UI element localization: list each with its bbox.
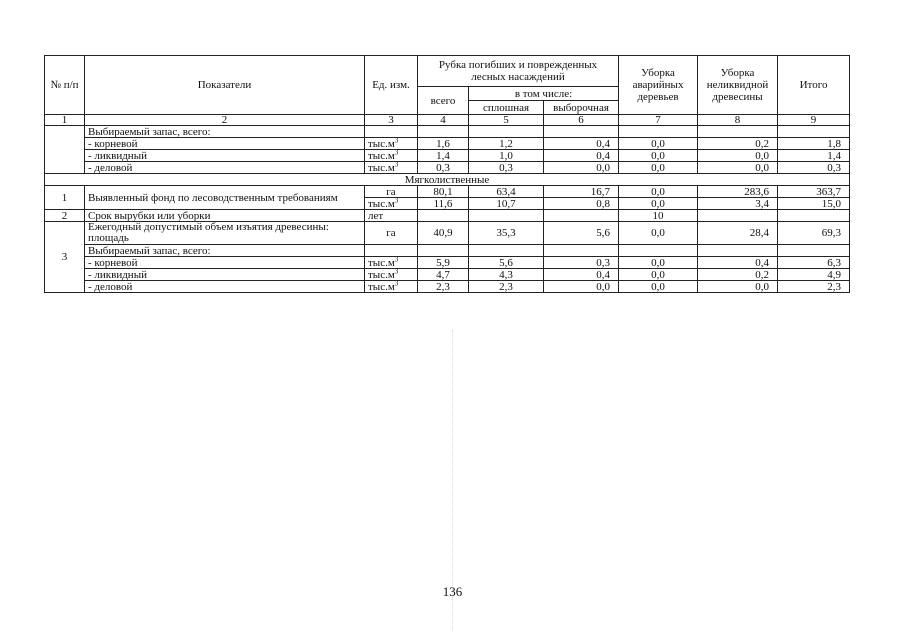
unit-cell: $тыс.м^3$ [365,198,418,210]
value-cell: 3,4 [698,198,778,210]
value-cell: 0,0 [619,198,698,210]
forest-indicators-table [44,55,850,293]
value-cell: 0,4 [544,138,619,150]
row-number: 3 [45,222,85,293]
value-cell: 0,0 [698,162,778,174]
value-cell: 69,3 [778,222,850,245]
row-label [85,222,365,245]
row-label: - деловой [85,281,365,293]
empty-cell [469,126,544,138]
col-number: 9 [778,115,850,126]
empty-cell [365,126,418,138]
value-cell: 0,4 [544,150,619,162]
empty-cell [619,126,698,138]
value-cell: 63,4 [469,186,544,198]
row-label: - ликвидный [85,269,365,281]
value-cell: 0,4 [544,269,619,281]
value-cell: 1,0 [469,150,544,162]
value-cell: 1,6 [418,138,469,150]
header-selective: выборочная [544,101,619,115]
empty-cell [365,245,418,257]
value-cell: 10,7 [469,198,544,210]
value-cell: 363,7 [778,186,850,198]
num-cell-empty [45,126,85,174]
value-cell: 35,3 [469,222,544,245]
value-cell: 0,0 [544,162,619,174]
empty-cell [698,210,778,222]
value-cell: 2,3 [469,281,544,293]
row-label: - деловой [85,162,365,174]
value-cell: 0,8 [544,198,619,210]
header-unit: Ед. изм. [365,56,418,115]
unit-cell: $тыс.м^3$ [365,150,418,162]
value-cell: 40,9 [418,222,469,245]
unit-cell: га [365,222,418,245]
header-nonliquid: Уборка неликвидной древесины [698,56,778,115]
value-cell: 0,0 [619,162,698,174]
unit-cell: га [365,186,418,198]
value-cell: 0,0 [619,257,698,269]
header-indicators: Показатели [85,56,365,115]
value-cell: 1,8 [778,138,850,150]
empty-cell [418,126,469,138]
stock-title: Выбираемый запас, всего: [85,245,365,257]
value-cell: 0,4 [698,257,778,269]
value-cell: 1,4 [418,150,469,162]
value-cell: 15,0 [778,198,850,210]
unit-cell: лет [365,210,418,222]
value-cell: 2,3 [778,281,850,293]
header-clear: сплошная [469,101,544,115]
empty-cell [544,245,619,257]
empty-cell [418,210,469,222]
value-cell: 0,2 [698,269,778,281]
value-cell: 4,7 [418,269,469,281]
value-cell: 80,1 [418,186,469,198]
empty-cell [469,245,544,257]
value-cell: 5,6 [544,222,619,245]
value-cell: 5,6 [469,257,544,269]
empty-cell [619,245,698,257]
value-cell: 0,0 [619,186,698,198]
value-cell: 0,3 [778,162,850,174]
unit-cell: $тыс.м^3$ [365,281,418,293]
annual-label-line1: Ежегодный допустимый объем изъятия древесины: [88,221,329,233]
value-cell: 6,3 [778,257,850,269]
row-label: - ликвидный [85,150,365,162]
unit-cell: $тыс.м^3$ [365,269,418,281]
species-group-title: Мягколиственные [45,174,850,186]
header-total: Итого [778,56,850,115]
value-cell: 5,9 [418,257,469,269]
empty-cell [698,126,778,138]
unit-cell: $тыс.м^3$ [365,162,418,174]
value-cell: 28,4 [698,222,778,245]
page-number: 136 [442,584,463,599]
row-number: 2 [45,210,85,222]
empty-cell [544,126,619,138]
row-label: Выявленный фонд по лесоводственным требованиям [85,186,365,210]
value-cell: 0,3 [469,162,544,174]
value-cell: 0,0 [698,281,778,293]
value-cell: 10 [619,210,698,222]
value-cell: 11,6 [418,198,469,210]
empty-cell [778,126,850,138]
value-cell: 0,2 [698,138,778,150]
value-cell: 0,0 [544,281,619,293]
value-cell: 0,0 [619,150,698,162]
col-number: 3 [365,115,418,126]
col-number: 5 [469,115,544,126]
col-number: 1 [45,115,85,126]
value-cell: 0,3 [418,162,469,174]
value-cell: 0,0 [619,222,698,245]
header-felling-group: Рубка погибших и поврежденных лесных насаждений [418,56,619,87]
empty-cell [544,210,619,222]
empty-cell [698,245,778,257]
value-cell: 0,0 [698,150,778,162]
col-number: 7 [619,115,698,126]
value-cell: 1,4 [778,150,850,162]
value-cell: 4,3 [469,269,544,281]
value-cell: 0,3 [544,257,619,269]
empty-cell [469,210,544,222]
empty-cell [418,245,469,257]
row-label: - корневой [85,138,365,150]
col-number: 4 [418,115,469,126]
unit-cell: $тыс.м^3$ [365,257,418,269]
empty-cell [778,245,850,257]
empty-cell [778,210,850,222]
stock-title: Выбираемый запас, всего: [85,126,365,138]
header-total-all: всего [418,87,469,115]
annual-label-line2: площадь [88,232,129,244]
value-cell: 0,0 [619,138,698,150]
value-cell: 0,0 [619,281,698,293]
row-number: 1 [45,186,85,210]
header-emergency: Уборка аварийных деревьев [619,56,698,115]
col-number: 8 [698,115,778,126]
unit-cell: $тыс.м^3$ [365,138,418,150]
row-label: Срок вырубки или уборки [85,210,365,222]
value-cell: 16,7 [544,186,619,198]
header-including: в том числе: [469,87,619,101]
value-cell: 1,2 [469,138,544,150]
value-cell: 2,3 [418,281,469,293]
value-cell: 4,9 [778,269,850,281]
value-cell: 283,6 [698,186,778,198]
header-num: № п/п [45,56,85,115]
row-label: - корневой [85,257,365,269]
col-number: 2 [85,115,365,126]
col-number: 6 [544,115,619,126]
value-cell: 0,0 [619,269,698,281]
